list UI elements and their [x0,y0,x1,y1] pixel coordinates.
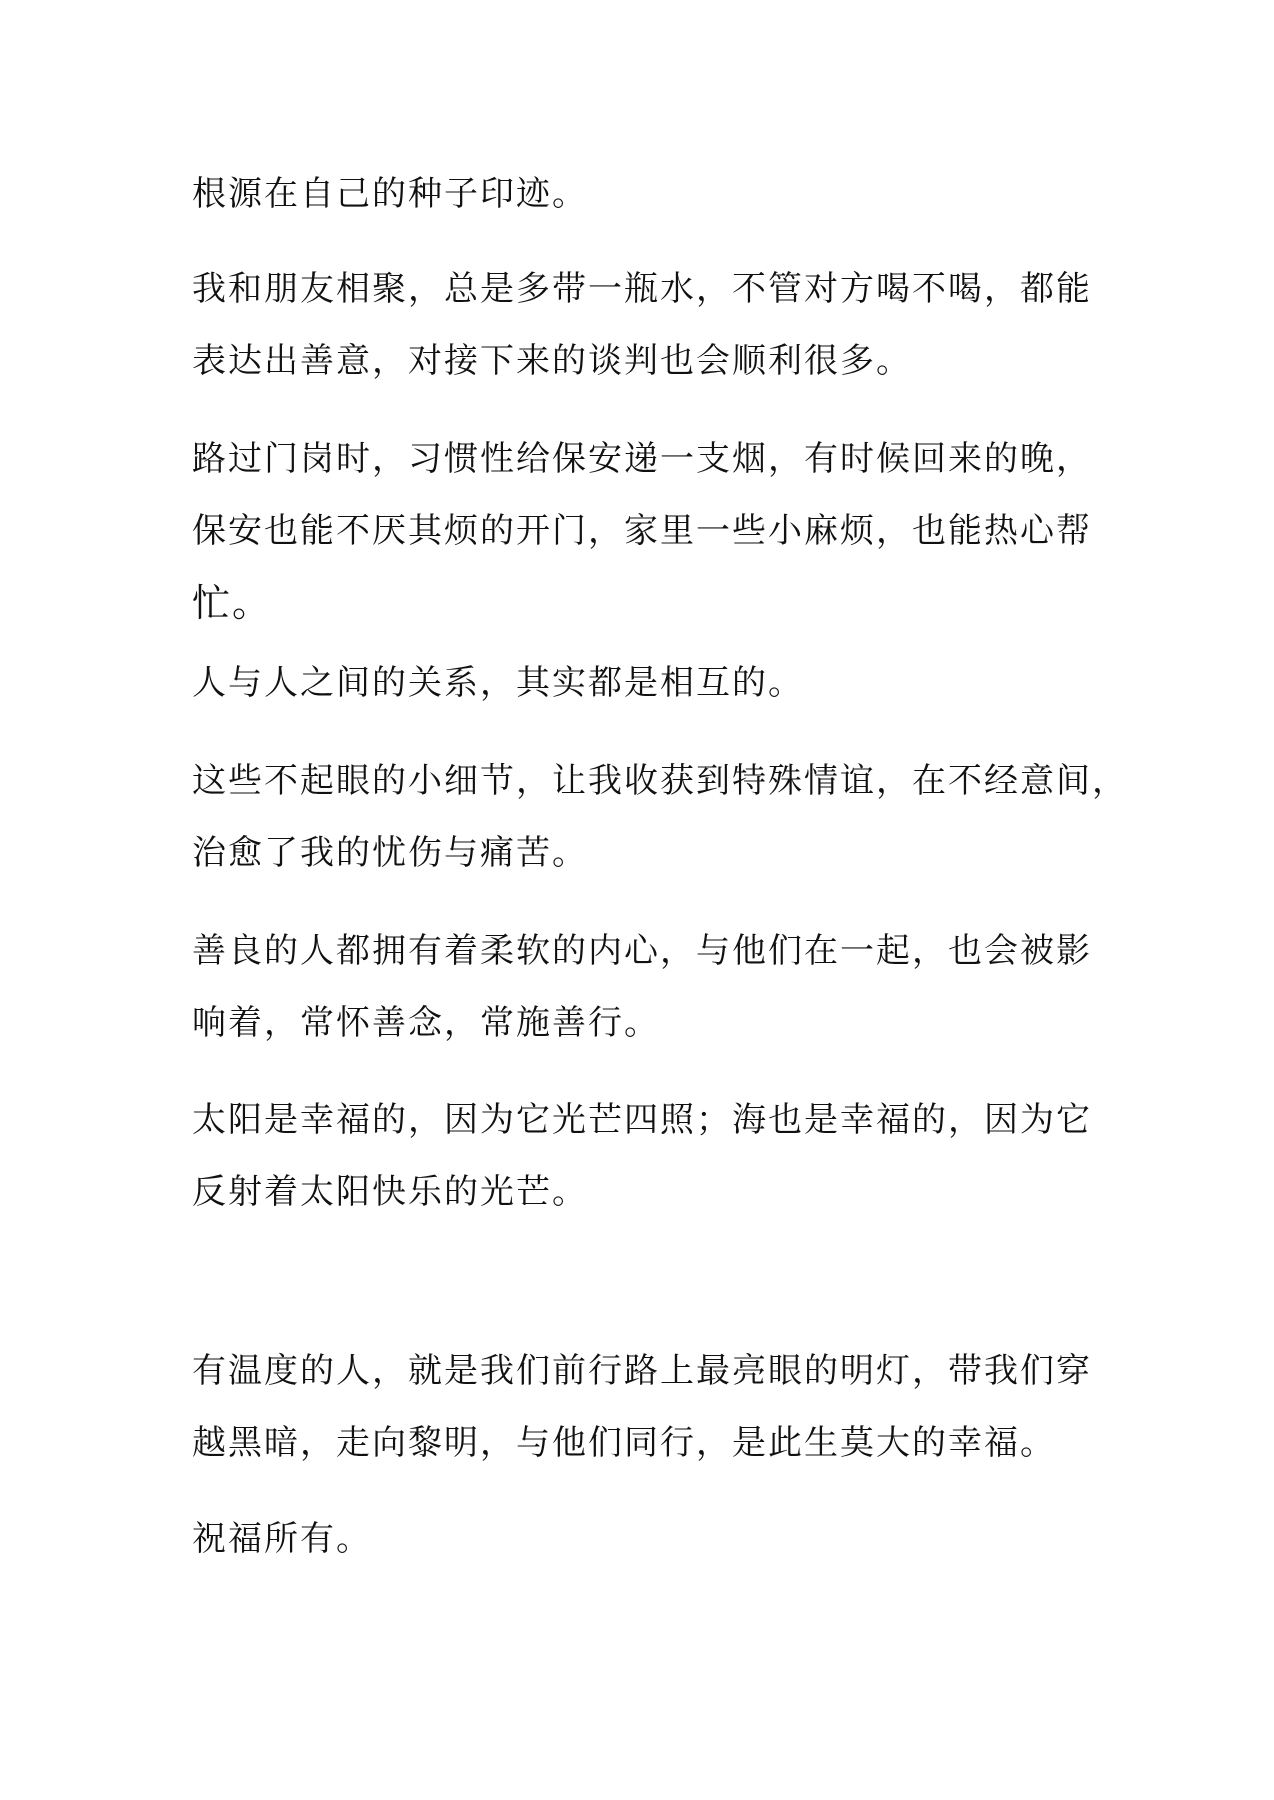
paragraph-2 [192,253,1112,397]
text-line: 越黑暗，走向黎明，与他们同行，是此生莫大的幸福。 [192,1423,1056,1463]
text-line: 根源在自己的种子印迹。 [192,174,588,214]
text-line: 表达出善意，对接下来的谈判也会顺利很多。 [192,341,912,381]
paragraph-7 [192,1084,1112,1228]
text-line: 这些不起眼的小细节，让我收获到特殊情谊，在不经意间， [192,761,1128,801]
paragraph-4 [192,647,1112,719]
paragraph-5 [192,745,1128,889]
text-line: 祝福所有。 [192,1519,372,1559]
paragraph-8 [192,1335,1112,1479]
text-line: 路过门岗时，习惯性给保安递一支烟，有时候回来的晚， [192,439,1092,479]
text-line: 治愈了我的忧伤与痛苦。 [192,833,588,873]
text-line: 响着，常怀善念，常施善行。 [192,1003,660,1043]
text-line: 忙。 [192,581,273,625]
paragraph-3 [192,423,1112,639]
text-line: 保安也能不厌其烦的开门，家里一些小麻烦，也能热心帮 [192,511,1092,551]
text-line: 我和朋友相聚，总是多带一瓶水，不管对方喝不喝，都能 [192,269,1092,309]
text-line: 反射着太阳快乐的光芒。 [192,1172,588,1212]
paragraph-1 [192,158,1112,230]
text-line: 人与人之间的关系，其实都是相互的。 [192,663,804,703]
paragraph-6 [192,915,1112,1059]
paragraph-9 [192,1503,1112,1575]
text-line: 太阳是幸福的，因为它光芒四照；海也是幸福的，因为它 [192,1100,1092,1140]
text-line: 善良的人都拥有着柔软的内心，与他们在一起，也会被影 [192,931,1092,971]
text-line: 有温度的人，就是我们前行路上最亮眼的明灯，带我们穿 [192,1351,1092,1391]
